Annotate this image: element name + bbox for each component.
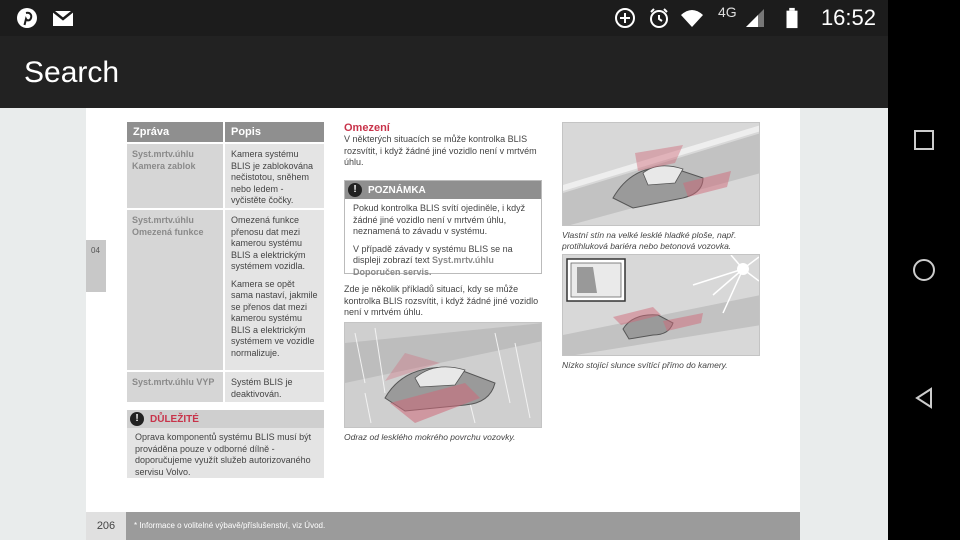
important-text: Oprava komponentů systému BLIS musí být prováděna pouze v odborné dílně - doporučujeme využít služeb autorizovaného servisu Volvo. [135,432,312,477]
page-title: Search [24,56,120,89]
message-table [127,122,324,402]
caption-wet-road: Odraz od lesklého mokrého povrchu vozovky. [344,432,516,442]
document-viewer[interactable] [0,108,888,540]
wet-road-illustration [345,323,542,428]
gmail-icon [52,7,74,29]
network-type: 4G [718,4,737,20]
pinterest-icon [16,7,38,29]
battery-icon [784,7,800,29]
examples-intro [344,284,542,319]
important-box [127,410,324,478]
description-text: Kamera systému BLIS je zablokována nečistotou, sněhem nebo ledem - vyčistěte čočky. [231,149,314,205]
note-prefix: V případě závady v systému BLIS se na displeji zobrazí text [353,243,513,265]
signal-icon [744,7,766,29]
alarm-icon [648,7,670,29]
status-bar [0,0,888,36]
home-button[interactable] [902,248,946,292]
row-message: Syst.mrtv.úhlu Omezená funkce [127,210,225,370]
chapter-tab: 04 [86,240,106,292]
table-row [127,370,324,402]
examples-text: Zde je několik příkladů situací, kdy se může kontrolka BLIS rozsvítit, i když žádné jiné vozidlo není v mrtvém úhlu. [344,284,539,317]
figure-low-sun [562,254,760,356]
description-text: Omezená funkce přenosu dat mezi kamerou systému BLIS a elektrickým systémem vozidla. [231,215,306,271]
wifi-icon [680,7,704,29]
app-bar [0,36,888,108]
recents-button[interactable] [902,118,946,162]
caption-shadow: Vlastní stín na velké lesklé hladké ploše, např. protihluková bariéra nebo betonová vozovka. [562,230,737,251]
header-description: Popis [231,126,261,138]
footnote: * Informace o volitelné výbavě/příslušenství, viz Úvod. [134,521,326,530]
page-number: 206 [86,512,126,540]
manual-page [86,108,800,540]
recents-icon [913,129,935,151]
clock: 16:52 [820,5,876,30]
row-description [225,210,324,370]
note-text [345,199,541,282]
important-header [127,410,324,428]
exclamation-icon: ! [348,183,362,197]
limits-text: V některých situacích se může kontrolka BLIS rozsvítit, i když žádné jiné vozidlo není v mrtvém úhlu. [344,134,537,167]
table-row [127,208,324,370]
back-button[interactable] [902,376,946,420]
shadow-illustration [563,123,760,226]
navigation-bar [888,0,960,540]
exclamation-icon: ! [130,412,144,426]
description-text: Kamera se opět sama nastaví, jakmile se přenos dat mezi kamerou systému BLIS a elektrickým systémem ve vozidle normalizuje. [231,278,318,358]
row-message: Syst.mrtv.úhlu VYP [127,372,225,402]
figure-wet-road [344,322,542,428]
description-text: Systém BLIS je deaktivován. [231,377,293,399]
page-footer [86,512,800,540]
note-paragraph [353,244,533,279]
row-description [225,372,324,402]
limits-section [344,122,542,169]
note-box [344,180,542,277]
row-message: Syst.mrtv.úhlu Kamera zablok [127,144,225,208]
back-icon [913,387,935,409]
note-paragraph: Pokud kontrolka BLIS svítí ojediněle, i když žádné jiné vozidlo není v mrtvém úhlu, neznamená to závadu v systému. [353,203,526,236]
home-icon [912,258,936,282]
data-saver-icon [614,7,636,29]
low-sun-illustration [563,255,760,356]
figure-shadow [562,122,760,226]
note-message: Syst.mrtv.úhlu Doporučen servis. [353,255,494,277]
note-header [345,181,541,199]
important-title: DŮLEŽITÉ [150,413,199,425]
limits-heading: Omezení [344,122,390,134]
table-header [127,122,324,142]
caption-low-sun: Nízko stojící slunce svítící přímo do kamery. [562,360,728,370]
table-row [127,142,324,208]
note-title: POZNÁMKA [368,184,426,196]
header-message: Zpráva [127,122,225,142]
row-description [225,144,324,208]
